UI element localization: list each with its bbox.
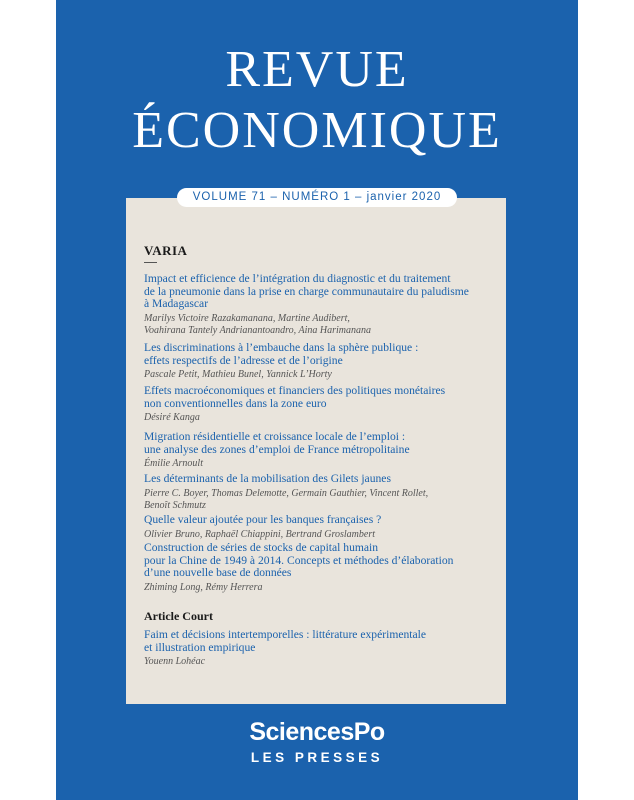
article-title: Migration résidentielle et croissance locale de l’emploi : une analyse des zones d’emploi de France métropolitaine — [144, 430, 410, 456]
article-entry — [144, 514, 489, 541]
article-title: Quelle valeur ajoutée pour les banques françaises ? — [144, 513, 382, 526]
article-authors: Désiré Kanga — [144, 412, 200, 423]
volume-badge: VOLUME 71 – NUMÉRO 1 – janvier 2020 — [177, 188, 457, 207]
journal-cover — [56, 0, 578, 800]
article-title: Faim et décisions intertemporelles : littérature expérimentale et illustration empirique — [144, 628, 427, 654]
article-entry — [144, 542, 489, 594]
article-title: Construction de séries de stocks de capital humain pour la Chine de 1949 à 2014. Concepts et méthodes d’élaboration d’une nouvelle base de données — [144, 541, 454, 579]
article-entry — [144, 273, 489, 337]
article-title: Impact et efficience de l’intégration du diagnostic et du traitement de la pneumonie dans la prise en charge communautaire du paludisme à Madagascar — [144, 272, 469, 310]
article-entry — [144, 431, 489, 470]
cover-title-line2: ÉCONOMIQUE — [132, 102, 502, 159]
article-authors: Émilie Arnoult — [144, 458, 203, 469]
article-authors: Pascale Petit, Mathieu Bunel, Yannick L’Horty — [144, 369, 332, 380]
article-authors: Pierre C. Boyer, Thomas Delemotte, Germain Gauthier, Vincent Rollet, Benoît Schmutz — [144, 487, 429, 511]
article-authors: Marilys Victoire Razakamanana, Martine Audibert, Voahirana Tantely Andrianantoandro, Aina Harimanana — [144, 312, 371, 336]
article-authors: Zhiming Long, Rémy Herrera — [144, 581, 263, 593]
article-title: Les déterminants de la mobilisation des Gilets jaunes — [144, 472, 391, 485]
contents-panel — [126, 198, 506, 704]
article-entry — [144, 342, 489, 381]
varia-heading: VARIA — [144, 243, 188, 258]
article-court-heading: Article Court — [144, 609, 213, 623]
article-entry — [144, 385, 489, 424]
cover-title-line1: REVUE — [225, 41, 409, 98]
publisher-logo: SciencesPo — [249, 718, 385, 746]
article-entry — [144, 629, 489, 668]
heading-divider — [144, 262, 157, 263]
article-title: Les discriminations à l’embauche dans la sphère publique : effets respectifs de l’adresse et de l’origine — [144, 341, 419, 367]
article-authors: Youenn Lohéac — [144, 656, 206, 667]
publisher-logo-subtitle: LES PRESSES — [250, 750, 384, 765]
article-authors: Olivier Bruno, Raphaël Chiappini, Bertrand Groslambert — [144, 528, 376, 540]
article-entry — [144, 473, 489, 512]
article-title: Effets macroéconomiques et financiers des politiques monétaires non conventionnelles dans la zone euro — [144, 384, 446, 410]
